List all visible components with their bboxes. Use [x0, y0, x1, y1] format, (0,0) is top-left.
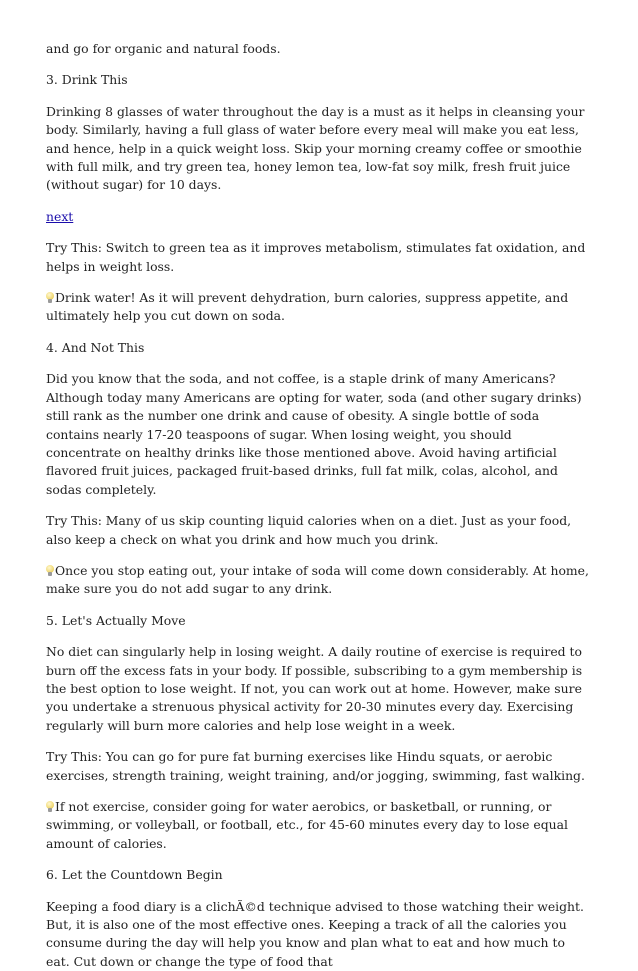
section-heading-countdown: 6. Let the Countdown Begin	[46, 867, 223, 883]
tip-stop-eating-out	[46, 562, 590, 599]
section-heading-and-not-this: 4. And Not This	[46, 339, 145, 355]
next-link-paragraph	[46, 208, 590, 226]
paragraph-try-green-tea: Try This: Switch to green tea as it improves metabolism, stimulates fat oxidation, and helps in weight loss.	[46, 240, 586, 274]
lightbulb-icon	[46, 565, 54, 576]
section-heading-lets-move: 5. Let's Actually Move	[46, 612, 186, 628]
paragraph-soda: Did you know that the soda, and not coffee, is a staple drink of many Americans? Although today many Americans are opting for water, soda (and other sugary drinks) still rank as the number one drink and cause of obesity. A single bottle of soda contains nearly 17-20 teaspoons of sugar. When losing weight, you should concentrate on healthy drinks like those mentioned above. Avoid having artificial flavored fruit juices, packaged fruit-based drinks, full fat milk, colas, alcohol, and sodas completely.	[46, 371, 582, 497]
next-link[interactable]: next	[46, 208, 74, 224]
section-heading-drink-this: 3. Drink This	[46, 72, 128, 88]
lightbulb-icon	[46, 801, 54, 812]
tip-drink-water	[46, 289, 590, 326]
tip-text: If not exercise, consider going for water aerobics, or basketball, or running, or swimming, or volleyball, or football, etc., for 45-60 minutes every day to lose equal amount of calories.	[46, 799, 568, 851]
paragraph-fat-burning: Try This: You can go for pure fat burning exercises like Hindu squats, or aerobic exercises, strength training, weight training, and/or jogging, swimming, fast walking.	[46, 749, 585, 783]
paragraph-liquid-calories: Try This: Many of us skip counting liquid calories when on a diet. Just as your food, also keep a check on what you drink and how much you drink.	[46, 513, 572, 547]
paragraph-exercise: No diet can singularly help in losing weight. A daily routine of exercise is required to burn off the excess fats in your body. If possible, subscribing to a gym membership is the best option to lose weight. If not, you can work out at home. However, make sure you undertake a strenuous physical activity for 20-30 minutes every day. Exercising regularly will burn more calories and help lose weight in a week.	[46, 644, 583, 733]
paragraph-food-diary: Keeping a food diary is a clichÃ©d technique advised to those watching their weight. But, it is also one of the most effective ones. Keeping a track of all the calories you consume during the day will help you know and plan what to eat and how much to eat. Cut down or change the type of food that	[46, 898, 584, 969]
tip-water-aerobics	[46, 798, 590, 853]
lightbulb-icon	[46, 292, 54, 303]
paragraph-organic-foods: and go for organic and natural foods.	[46, 41, 281, 56]
tip-text: Once you stop eating out, your intake of soda will come down considerably. At home, make sure you do not add sugar to any drink.	[46, 562, 589, 597]
paragraph-drink-water: Drinking 8 glasses of water throughout the day is a must as it helps in cleansing your body. Similarly, having a full glass of water before every meal will make you eat less, and hence, help in a quick weight loss. Skip your morning creamy coffee or smoothie with full milk, and try green tea, honey lemon tea, low-fat soy milk, fresh fruit juice (without sugar) for 10 days.	[46, 103, 585, 193]
tip-text: Drink water! As it will prevent dehydration, burn calories, suppress appetite, and ultimately help you cut down on soda.	[46, 290, 569, 324]
